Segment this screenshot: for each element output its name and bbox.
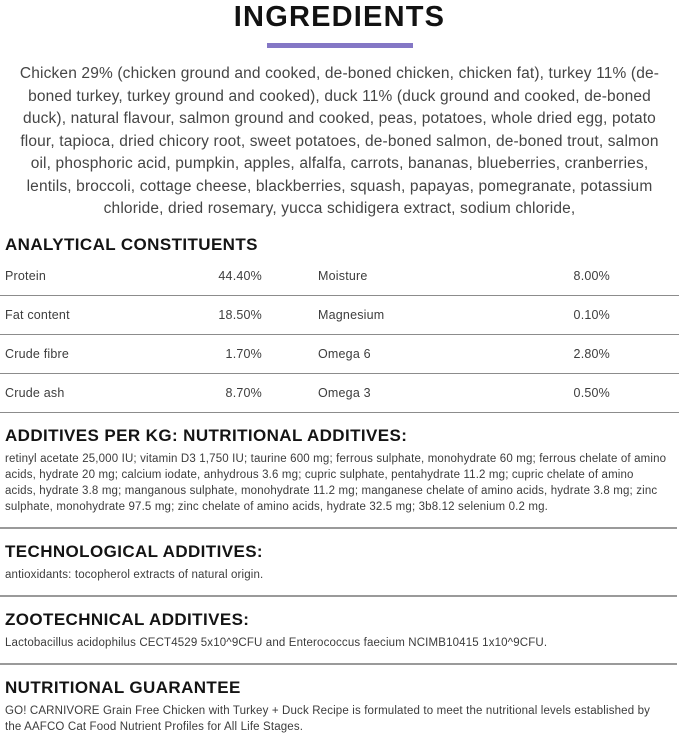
page-title: INGREDIENTS bbox=[233, 1, 446, 33]
section-heading: TECHNOLOGICAL ADDITIVES: bbox=[5, 541, 263, 561]
nutrient-label: Magnesium bbox=[318, 307, 385, 322]
analytical-heading: ANALYTICAL CONSTITUENTS bbox=[5, 234, 258, 254]
nutrient-label: Fat content bbox=[5, 307, 70, 322]
nutrient-value: 1.70% bbox=[225, 346, 262, 361]
title-underline-accent bbox=[267, 43, 413, 48]
nutrient-value: 0.10% bbox=[573, 307, 610, 322]
section-heading: NUTRITIONAL GUARANTEE bbox=[5, 677, 241, 697]
analytical-constituents-section bbox=[0, 235, 679, 255]
nutrient-value: 8.70% bbox=[225, 385, 262, 400]
constituents-table bbox=[0, 257, 679, 413]
section-body: Lactobacillus acidophilus CECT4529 5x10^9CFU and Enterococcus faecium NCIMB10415 1x10^9CFU. bbox=[5, 636, 548, 649]
table-row bbox=[0, 335, 679, 374]
section-nutritional-guarantee bbox=[0, 665, 679, 735]
nutrient-value: 8.00% bbox=[573, 268, 610, 283]
section-body: antioxidants: tocopherol extracts of natural origin. bbox=[5, 568, 264, 581]
table-row bbox=[0, 257, 679, 296]
nutrient-label: Crude ash bbox=[5, 385, 65, 400]
nutrient-label: Omega 6 bbox=[318, 346, 371, 361]
section-additives-zootechnical bbox=[0, 597, 679, 651]
nutrient-label: Omega 3 bbox=[318, 385, 371, 400]
nutrient-label: Moisture bbox=[318, 268, 368, 283]
section-additives-nutritional bbox=[0, 413, 679, 515]
section-heading: ADDITIVES PER KG: NUTRITIONAL ADDITIVES: bbox=[5, 425, 408, 445]
section-body: retinyl acetate 25,000 IU; vitamin D3 1,750 IU; taurine 600 mg; ferrous sulphate, monohydrate 60 mg; ferrous chelate of amino acids, hydrate 20 mg; calcium iodate, anhydrous 3.6 mg; cupric sulphate, pentahydrate 11.2 mg; cupric chelate of amino acids, hydrate 3.8 mg; manganous sulphate, monohydrate 11.2 mg; manganese chelate of amino acids, hydrate 3.8 mg; zinc sulphate, monohydrate 97.5 mg; zinc chelate of amino acids, hydrate 32.5 mg; 3b8.12 selenium 0.2 mg. bbox=[5, 452, 667, 513]
ingredients-paragraph: Chicken 29% (chicken ground and cooked, de-boned chicken, chicken fat), turkey 11% (de-boned turkey, turkey ground and cooked), duck 11% (duck ground and cooked, de-boned duck), natural flavour, salmon ground and cooked, peas, potatoes, whole dried egg, potato flour, tapioca, dried chicory root, sweet potatoes, de-boned salmon, de-boned trout, salmon oil, phosphoric acid, pumpkin, apples, alfalfa, carrots, bananas, blueberries, cranberries, lentils, broccoli, cottage cheese, blackberries, squash, papayas, pomegranate, potassium chloride, dried rosemary, yucca schidigera extract, sodium chloride, bbox=[19, 65, 660, 217]
section-additives-technological bbox=[0, 529, 679, 583]
table-row bbox=[0, 374, 679, 413]
nutrient-value: 0.50% bbox=[573, 385, 610, 400]
section-body: GO! CARNIVORE Grain Free Chicken with Turkey + Duck Recipe is formulated to meet the nutritional levels established by the AAFCO Cat Food Nutrient Profiles for All Life Stages. bbox=[5, 704, 651, 733]
section-heading: ZOOTECHNICAL ADDITIVES: bbox=[5, 609, 250, 629]
nutrient-value: 44.40% bbox=[218, 268, 262, 283]
nutrient-label: Crude fibre bbox=[5, 346, 70, 361]
nutrient-value: 18.50% bbox=[218, 307, 262, 322]
nutrient-label: Protein bbox=[5, 268, 47, 283]
table-row bbox=[0, 296, 679, 335]
nutrient-value: 2.80% bbox=[573, 346, 610, 361]
